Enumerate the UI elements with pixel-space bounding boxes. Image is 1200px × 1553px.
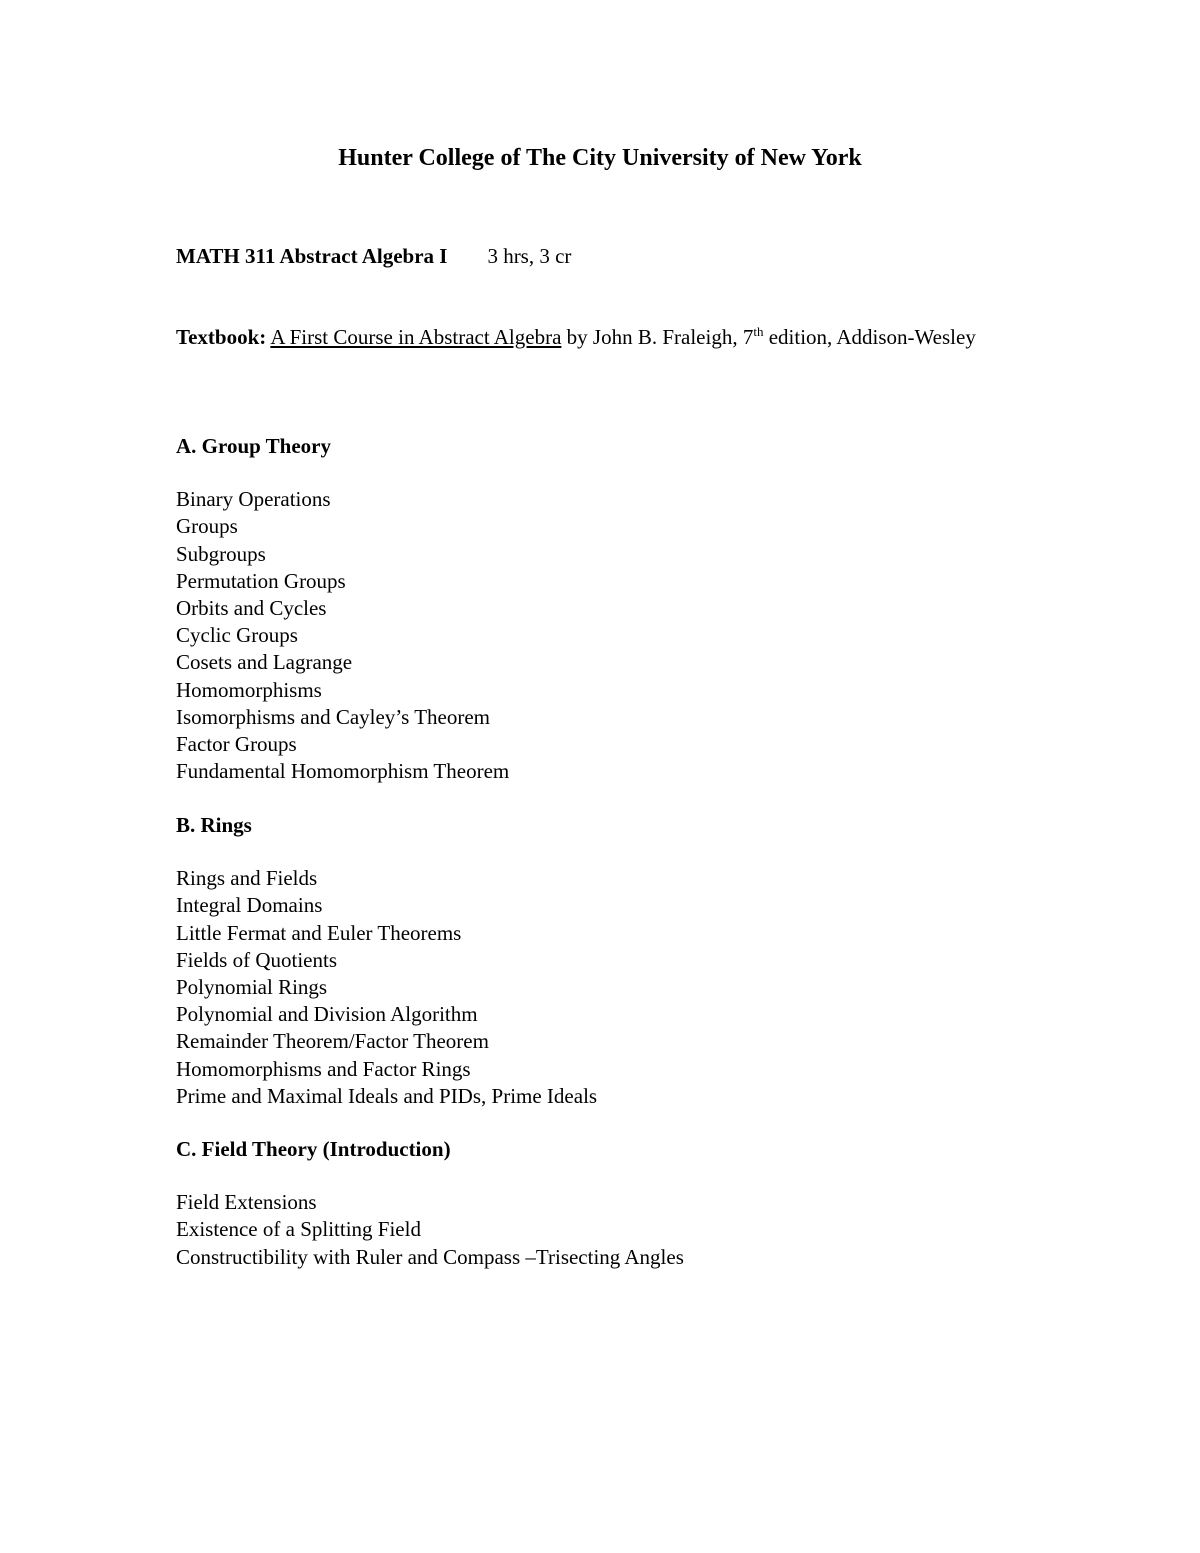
section-heading: B. Rings <box>176 813 252 837</box>
section-field-theory <box>176 1136 1036 1271</box>
course-code-name: MATH 311 Abstract Algebra I <box>176 244 448 268</box>
topic-item: Cyclic Groups <box>176 623 298 648</box>
textbook-publisher: edition, Addison-Wesley <box>763 325 976 349</box>
course-hours-credits: 3 hrs, 3 cr <box>487 244 572 268</box>
topic-item: Subgroups <box>176 541 266 566</box>
section-heading: C. Field Theory (Introduction) <box>176 1137 451 1161</box>
topic-item: Little Fermat and Euler Theorems <box>176 920 462 945</box>
topic-item: Orbits and Cycles <box>176 596 327 621</box>
textbook-title: A First Course in Abstract Algebra <box>270 325 562 349</box>
section-heading: A. Group Theory <box>176 434 331 458</box>
topic-list <box>176 486 1036 785</box>
topic-item: Homomorphisms <box>176 677 322 702</box>
topic-item: Homomorphisms and Factor Rings <box>176 1056 471 1081</box>
topic-item: Field Extensions <box>176 1190 317 1215</box>
topic-item: Fields of Quotients <box>176 947 337 972</box>
topic-item: Constructibility with Ruler and Compass –Trisecting Angles <box>176 1244 684 1269</box>
topic-item: Integral Domains <box>176 893 323 918</box>
topic-item: Isomorphisms and Cayley’s Theorem <box>176 704 490 729</box>
topic-item: Polynomial and Division Algorithm <box>176 1002 478 1027</box>
topic-item: Binary Operations <box>176 487 331 512</box>
course-info <box>176 243 1036 270</box>
page-title: Hunter College of The City University of New York <box>338 145 862 171</box>
topic-list <box>176 865 1036 1110</box>
topic-item: Existence of a Splitting Field <box>176 1217 421 1242</box>
topic-item: Polynomial Rings <box>176 975 328 1000</box>
topic-item: Prime and Maximal Ideals and PIDs, Prime Ideals <box>176 1083 598 1108</box>
textbook-label: Textbook: <box>176 325 267 349</box>
topic-list <box>176 1189 1036 1271</box>
topic-item: Permutation Groups <box>176 568 346 593</box>
textbook-info <box>176 324 1036 351</box>
topic-item: Factor Groups <box>176 732 297 757</box>
topic-item: Cosets and Lagrange <box>176 650 353 675</box>
topic-item: Rings and Fields <box>176 866 318 891</box>
section-group-theory <box>176 433 1036 785</box>
section-rings <box>176 812 1036 1110</box>
textbook-edition-suffix: th <box>753 324 764 339</box>
topic-item: Fundamental Homomorphism Theorem <box>176 759 510 784</box>
topic-item: Remainder Theorem/Factor Theorem <box>176 1029 489 1054</box>
topic-item: Groups <box>176 514 238 539</box>
textbook-author: by John B. Fraleigh, 7 <box>561 325 754 349</box>
